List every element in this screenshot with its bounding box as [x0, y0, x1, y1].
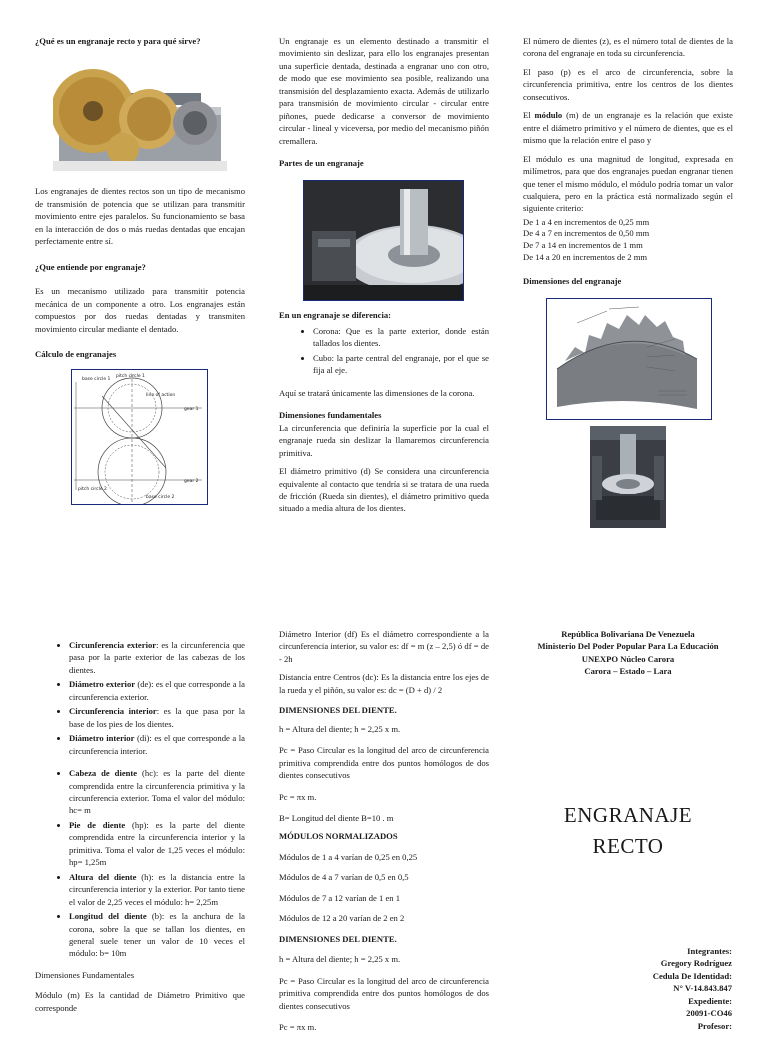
- author-line: Expediente:: [688, 995, 732, 1006]
- list-item: [69, 767, 245, 817]
- module-norm: Módulos de 1 a 4 varían de 0,25 en 0,25: [279, 851, 418, 862]
- paragraph-inner-diameter: Diámetro Interior (df) Es el diámetro correspondiente a la circunferencia interior, su valor es: df = m (z – 2,5) ó df = de - 2h: [279, 629, 489, 664]
- paragraph-center-distance: Distancia entre Centros (dc): Es la distancia entre los ejes de la rueda y el piñón, su valor es: dc = (D + d) / 2: [279, 672, 489, 695]
- gear-cutter-image: [590, 426, 666, 528]
- gear-geometry-diagram: [71, 369, 208, 505]
- module-norm: Módulos de 4 a 7 varían de 0,5 en 0,5: [279, 872, 409, 883]
- formula-tooth-height: h = Altura del diente; h = 2,25 x m.: [279, 723, 401, 734]
- formula-circular-pitch-2: Pc = Paso Circular es la longitud del arco de circunferencia primitiva comprendida entre dos puntos homólogos de dos dientes consecutivos: [279, 975, 489, 1011]
- term: Circunferencia exterior: [69, 640, 157, 650]
- title-line-1: ENGRANAJE: [563, 802, 693, 827]
- author-line: Gregory Rodríguez: [660, 958, 732, 969]
- module-norm: Módulos de 12 a 20 varían de 2 en 2: [279, 913, 405, 924]
- label-base-circle-1: base circle 1: [82, 377, 111, 383]
- author-line: Cedula De Identidad:: [652, 970, 732, 981]
- formula-tooth-height-2: h = Altura del diente; h = 2,25 x m.: [279, 954, 401, 965]
- list-item: [69, 639, 245, 676]
- heading-tooth-dimensions-2: DIMENSIONES DEL DIENTE.: [279, 933, 397, 944]
- gearbox-image: [53, 53, 227, 171]
- term: Diámetro interior: [69, 733, 135, 744]
- paragraph-crown-dimensions: Aquí se tratará únicamente las dimensiones de la corona.: [279, 387, 475, 398]
- definition: : es la circunferencia que pasa por la parte exterior de las cabezas de los dientes.: [69, 640, 245, 675]
- label-base-circle-2: base circle 2: [146, 495, 175, 501]
- definition: : es la que pasa por la base de los pies de los dientes.: [69, 706, 246, 729]
- label-gear-2: gear 2: [184, 479, 199, 485]
- gear-parts-photo: [303, 180, 464, 301]
- institution-line: República Bolivariana De Venezuela: [561, 629, 695, 639]
- definition: (hc): es la parte del diente comprendida entre la circunferencia primitiva y la circunferencia exterior. Toma el valor del módulo: hc= m: [69, 768, 245, 816]
- heading-gear-differences: En un engranaje se diferencia:: [279, 309, 392, 320]
- module-range: De 1 a 4 en incrementos de 0,25 mm: [523, 216, 650, 227]
- term: Cabeza de diente: [69, 768, 138, 779]
- definition: (de): es el que corresponde a la circunferencia exterior.: [69, 679, 245, 702]
- paragraph-module-definition: Módulo (m) Es la cantidad de Diámetro Primitivo que corresponde: [35, 990, 245, 1013]
- term: Diámetro exterior: [69, 679, 136, 690]
- paragraph-number-of-teeth: El número de dientes (z), es el número total de dientes de la corona del engranaje en toda su circunferencia.: [523, 36, 733, 59]
- paragraph-pitch: El paso (p) es el arco de circunferencia, sobre la circunferencia primitiva, entre los centros de los dientes consecutivos.: [523, 66, 733, 102]
- list-item: [69, 910, 245, 960]
- term: Longitud del diente: [69, 911, 147, 922]
- column-6-cover: [516, 628, 740, 1032]
- module-range: De 14 a 20 en incrementos de 2 mm: [523, 251, 648, 262]
- term: Altura del diente: [69, 871, 137, 882]
- list-item: [69, 732, 245, 757]
- author-block: [516, 945, 740, 1032]
- paragraph-gear-definition: Es un mecanismo utilizado para transmitir potencia mecánica de un componente a otro. Los engranajes están compuestos por dos ruedas dentadas y transmiten movimiento circular mediante el dentado.: [35, 286, 245, 334]
- module-range: De 4 a 7 en incrementos de 0,50 mm: [523, 228, 650, 239]
- column-1: [35, 35, 245, 505]
- gear-parts-list: [279, 325, 489, 377]
- institution-block: [516, 628, 740, 678]
- label-gear-1: gear 1: [184, 407, 199, 413]
- paragraph-gear-element: Un engranaje es un elemento destinado a transmitir el movimiento sin deslizar, para ello los engranajes presentan una superficie dentada, destinada a engranar uno con otro, de modo que ese movimiento sea posible, realizando una transmisión del desplazamiento exacta. Además de utilizarlo para transmisión de movimiento circular - circular entre piñones, puede dedicarse a conversor de movimiento circular - lineal y viceversa, por medio del mecanismo piñón cremallera.: [279, 36, 489, 146]
- definition: (hp): es la parte del diente comprendida entre la circunferencia interior y la primitiva. Toma el valor de 1,25 veces el módulo: hp= 1,25m: [69, 819, 245, 868]
- column-4: [35, 639, 245, 1020]
- heading-what-is-spur-gear: ¿Qué es un engranaje recto y para qué sirve?: [35, 36, 201, 46]
- column-5: [279, 628, 489, 1039]
- column-3: [523, 35, 733, 528]
- gearbox-photo: [53, 53, 227, 171]
- module-term: módulo: [534, 110, 563, 121]
- definition: (di): es el que corresponde a la circunferencia interior.: [69, 733, 245, 756]
- author-line: Integrantes:: [687, 945, 732, 956]
- formula-circular-pitch: Pc = Paso Circular es la longitud del arco de circunferencia primitiva comprendida entre dos puntos homólogos de dos dientes consecutivos: [279, 745, 489, 781]
- heading-what-is-gear: ¿Que entiende por engranaje?: [35, 261, 146, 272]
- list-item: [69, 705, 245, 730]
- list-item: • Cubo: la parte central del engranaje, por el que se fija al eje.: [313, 352, 489, 377]
- list-item: [69, 871, 245, 908]
- institution-line: Ministerio Del Poder Popular Para La Educación: [537, 641, 719, 652]
- module-norm: Módulos de 7 a 12 varían de 1 en 1: [279, 892, 401, 903]
- list-item: • Corona: Que es la parte exterior, donde están tallados los dientes.: [313, 325, 489, 350]
- definition: (h): es la distancia entre la circunferencia interior y la exterior. Por tanto tiene el valor de 2,25 veces el módulo: h= 2,25m: [69, 871, 245, 907]
- paragraph-module: [523, 109, 733, 146]
- module-ranges: [523, 217, 733, 263]
- gear-teeth-image: [547, 299, 711, 419]
- heading-tooth-dimensions: DIMENSIONES DEL DIENTE.: [279, 705, 397, 716]
- gear-machine-photo: [590, 426, 666, 528]
- paragraph-spur-gear-definition: Los engranajes de dientes rectos son un tipo de mecanismo de transmisión de potencia que se utilizan para transmitir movimiento entre ejes paralelos. Su funcionamiento se basa en la interacción de dos o más ruedas dentadas que encajan perfectamente entre sí.: [35, 186, 245, 247]
- paragraph-pitch-circle: La circunferencia que definiría la superficie por la cual el engranaje rueda sin deslizar la llamaremos circunferencia primitiva.: [279, 422, 489, 458]
- formula-tooth-length: B= Longitud del diente B=10 . m: [279, 812, 394, 823]
- institution-line: Carora – Estado – Lara: [584, 666, 672, 677]
- term: Circunferencia interior: [69, 706, 157, 717]
- author-line: Profesor:: [697, 1020, 732, 1031]
- heading-gear-dimensions: Dimensiones del engranaje: [523, 276, 622, 287]
- heading-fundamental-dimensions: Dimensiones fundamentales: [279, 410, 382, 421]
- gear-machining-image: [304, 181, 463, 300]
- title-line-2: RECTO: [592, 834, 664, 859]
- heading-gear-calculation: Cálculo de engranajes: [35, 348, 117, 359]
- formula-pc-2: Pc = πx m.: [279, 1021, 317, 1032]
- heading-standard-modules: MÓDULOS NORMALIZADOS: [279, 831, 398, 842]
- formula-pc: Pc = πx m.: [279, 791, 317, 802]
- dimensions-list: [35, 639, 245, 960]
- document-title: [516, 800, 740, 863]
- list-item: [69, 819, 245, 869]
- module-text-pre: El: [523, 110, 535, 121]
- author-line: N° V-14.843.847: [673, 983, 732, 994]
- module-text-post: (m) de un engranaje es la relación que existe entre el diámetro primitivo y el número de dientes, que es el mismo que la relación entre el paso y: [523, 110, 733, 146]
- label-pitch-circle-2: pitch circle 2: [78, 487, 107, 493]
- institution-line: UNEXPO Núcleo Carora: [581, 653, 675, 664]
- heading-gear-parts: Partes de un engranaje: [279, 158, 364, 169]
- paragraph-module-magnitude: El módulo es una magnitud de longitud, expresada en milímetros, para que dos engranajes puedan engranar tienen que tener el mismo módulo, el módulo podría tomar un valor cualquiera, pero en la práctica está normalizado según el siguiente criterio:: [523, 153, 733, 214]
- column-2: [279, 35, 489, 521]
- author-line: 20091-CO46: [686, 1008, 732, 1019]
- term: Pie de diente: [69, 819, 126, 830]
- list-item: [69, 678, 245, 703]
- module-range: De 7 a 14 en incrementos de 1 mm: [523, 240, 643, 251]
- paragraph-fundamental-dimensions: Dimensiones Fundamentales: [35, 969, 135, 980]
- label-line-of-action: line of action: [146, 393, 176, 399]
- paragraph-pitch-diameter: El diámetro primitivo (d) Se considera una circunferencia equivalente al contacto que tendría si se tratara de una rueda de fricción (Rueda sin dientes), el diámetro primitivo queda situado a media altura de los dientes.: [279, 466, 489, 514]
- label-pitch-circle-1: pitch circle 1: [116, 374, 145, 380]
- gear-dimensions-diagram: [546, 298, 712, 420]
- definition: (b): es la anchura de la corona, sobre la que se tallan los dientes, en general suele tener un valor de 10 veces el módulo: b= 10m: [69, 911, 245, 959]
- pitch-circle-diagram: [72, 370, 207, 504]
